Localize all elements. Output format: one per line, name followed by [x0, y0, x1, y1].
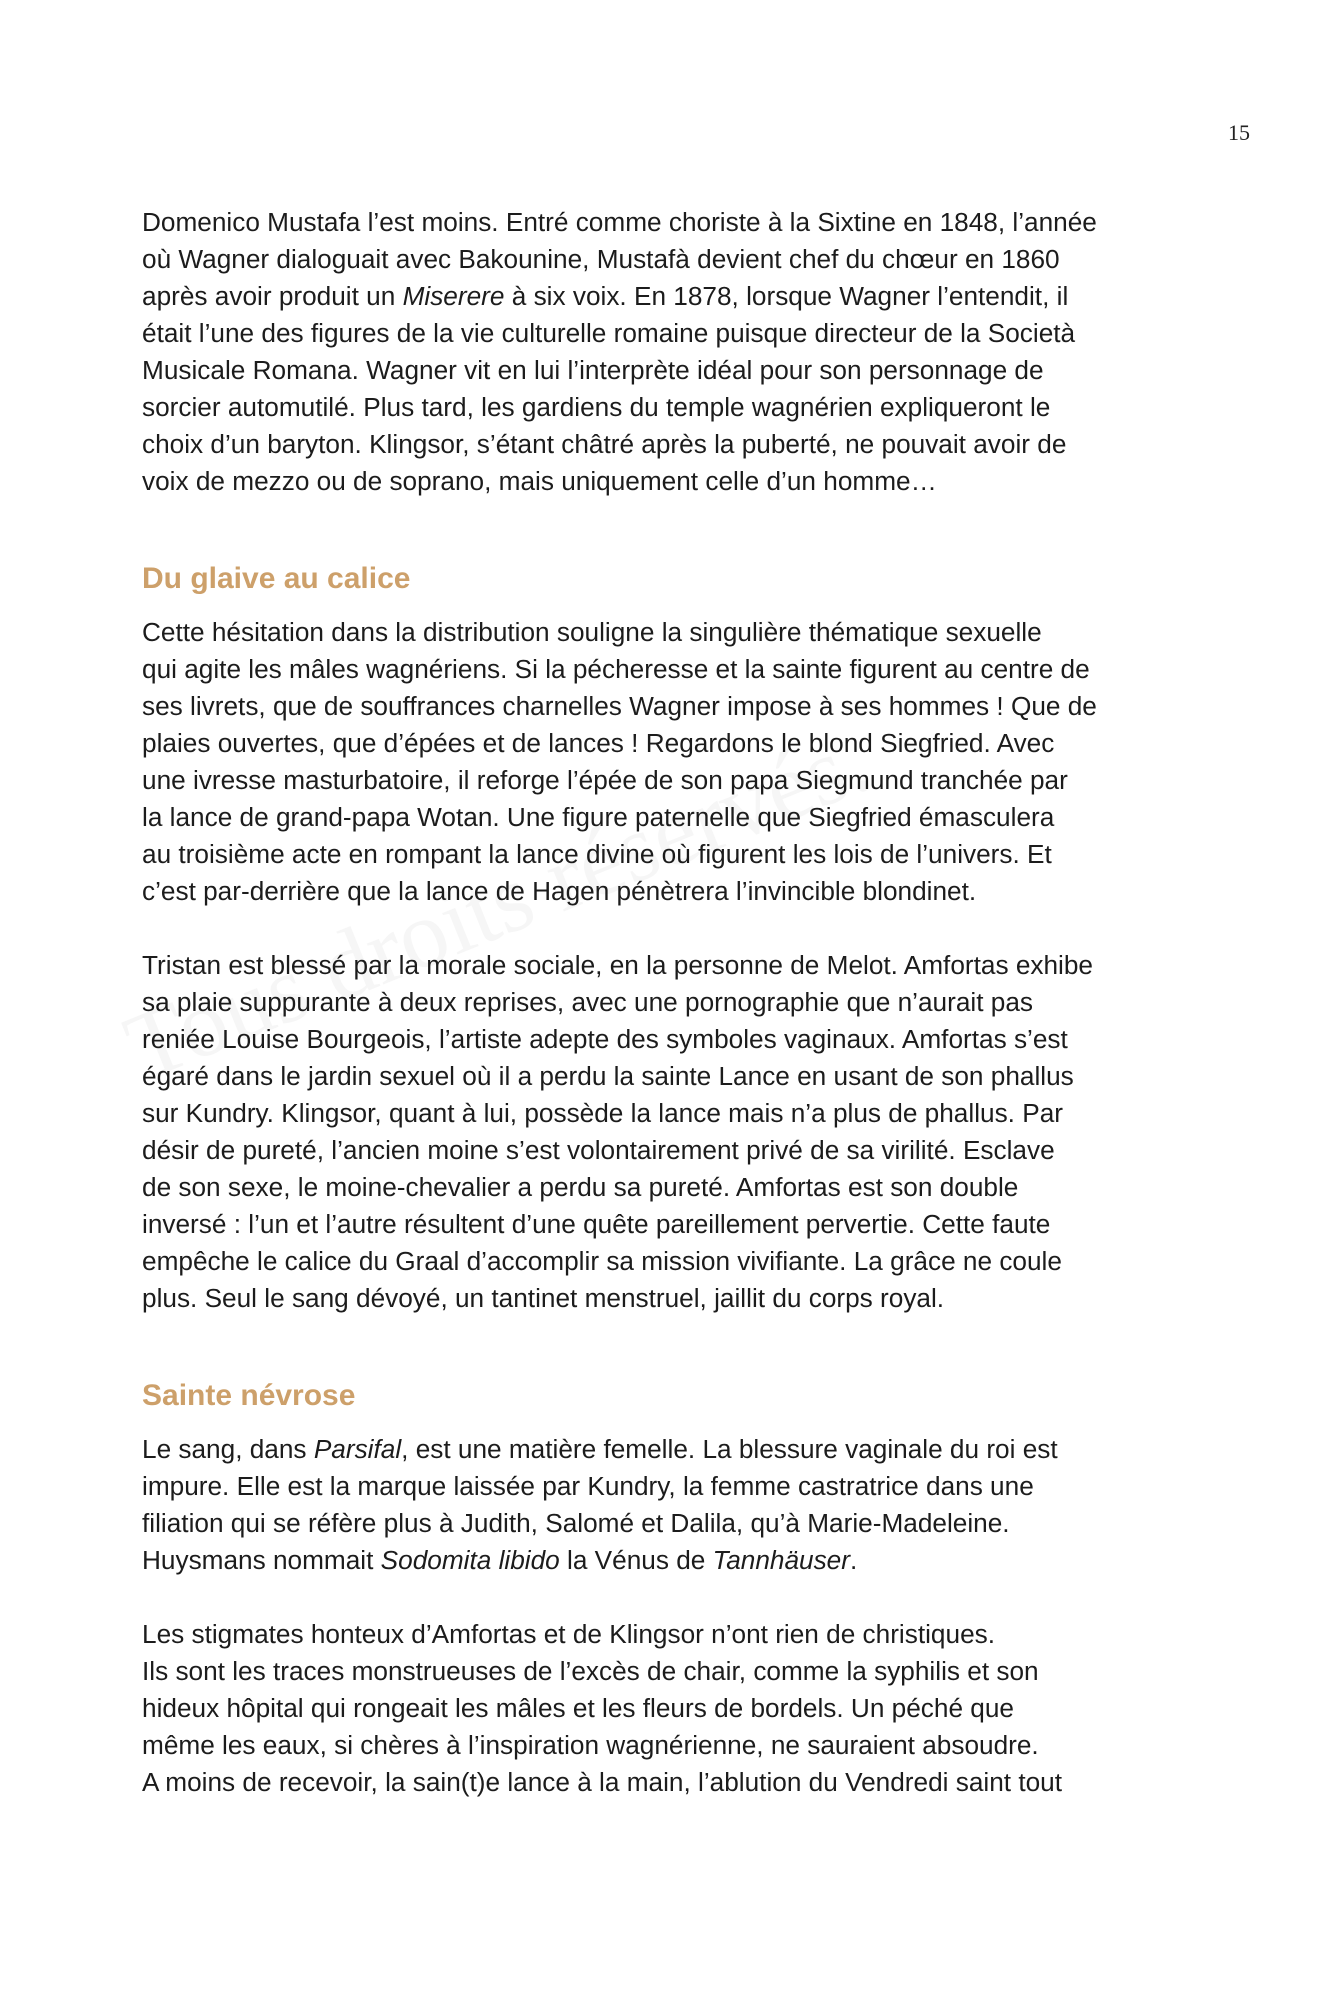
text-run: après avoir produit un [142, 281, 403, 311]
text-run: c’est par-derrière que la lance de Hagen pénètrera l’invincible blondinet. [142, 876, 977, 906]
text-line [142, 1616, 1202, 1653]
text-run: au troisième acte en rompant la lance divine où figurent les lois de l’univers. Et [142, 839, 1052, 869]
text-run: , est une matière femelle. La blessure vaginale du roi est [401, 1434, 1058, 1464]
text-line [142, 1132, 1202, 1169]
text-run: filiation qui se réfère plus à Judith, Salomé et Dalila, qu’à Marie-Madeleine. [142, 1508, 1010, 1538]
text-run: sur Kundry. Klingsor, quant à lui, possède la lance mais n’a plus de phallus. Par [142, 1098, 1063, 1128]
text-run: était l’une des figures de la vie culturelle romaine puisque directeur de la Società [142, 318, 1076, 348]
text-run: de son sexe, le moine-chevalier a perdu sa pureté. Amfortas est son double [142, 1172, 1019, 1202]
text-line [142, 1280, 1202, 1317]
text-run: Musicale Romana. Wagner vit en lui l’interprète idéal pour son personnage de [142, 355, 1044, 385]
text-line [142, 1727, 1202, 1764]
text-line [142, 1206, 1202, 1243]
italic-text: Parsifal [313, 1434, 402, 1464]
paragraph [142, 1431, 1202, 1579]
text-run: Huysmans nommait [142, 1545, 381, 1575]
text-run: une ivresse masturbatoire, il reforge l’épée de son papa Siegmund tranchée par [142, 765, 1068, 795]
text-run: impure. Elle est la marque laissée par Kundry, la femme castratrice dans une [142, 1471, 1034, 1501]
text-line [142, 1542, 1202, 1579]
text-run: inversé : l’un et l’autre résultent d’une quête pareillement pervertie. Cette faute [142, 1209, 1051, 1239]
paragraph [142, 947, 1202, 1317]
text-line [142, 389, 1202, 426]
page-body [142, 204, 1202, 1801]
paragraph [142, 204, 1202, 500]
text-line [142, 651, 1202, 688]
text-run: sa plaie suppurante à deux reprises, avec une pornographie que n’aurait pas [142, 987, 1033, 1017]
text-run: qui agite les mâles wagnériens. Si la pécheresse et la sainte figurent au centre de [142, 654, 1090, 684]
text-run: égaré dans le jardin sexuel où il a perdu la sainte Lance en usant de son phallus [142, 1061, 1074, 1091]
text-run: voix de mezzo ou de soprano, mais uniquement celle d’un homme… [142, 466, 937, 496]
text-run: même les eaux, si chères à l’inspiration wagnérienne, ne sauraient absoudre. [142, 1730, 1039, 1760]
text-run: Cette hésitation dans la distribution souligne la singulière thématique sexuelle [142, 617, 1042, 647]
text-run: empêche le calice du Graal d’accomplir sa mission vivifiante. La grâce ne coule [142, 1246, 1062, 1276]
text-run: Tristan est blessé par la morale sociale, en la personne de Melot. Amfortas exhibe [142, 950, 1093, 980]
text-line [142, 352, 1202, 389]
paragraph [142, 614, 1202, 910]
text-line [142, 725, 1202, 762]
text-line [142, 241, 1202, 278]
paragraph [142, 1616, 1202, 1801]
italic-text: Sodomita libido [380, 1545, 560, 1575]
text-line [142, 1243, 1202, 1280]
text-line [142, 1505, 1202, 1542]
text-run: où Wagner dialoguait avec Bakounine, Mustafà devient chef du chœur en 1860 [142, 244, 1060, 274]
text-line [142, 947, 1202, 984]
italic-text: Miserere [402, 281, 505, 311]
text-line [142, 1764, 1202, 1801]
italic-text: Tannhäuser [712, 1545, 850, 1575]
text-run: . [849, 1545, 858, 1575]
text-line [142, 278, 1202, 315]
text-run: choix d’un baryton. Klingsor, s’étant châtré après la puberté, ne pouvait avoir de [142, 429, 1067, 459]
text-run: sorcier automutilé. Plus tard, les gardiens du temple wagnérien expliqueront le [142, 392, 1051, 422]
text-run: ses livrets, que de souffrances charnelles Wagner impose à ses hommes ! Que de [142, 691, 1097, 721]
text-run: reniée Louise Bourgeois, l’artiste adepte des symboles vaginaux. Amfortas s’est [142, 1024, 1068, 1054]
text-line [142, 315, 1202, 352]
text-run: à six voix. En 1878, lorsque Wagner l’entendit, il [504, 281, 1069, 311]
section-heading: Du glaive au calice [142, 562, 411, 595]
text-line [142, 614, 1202, 651]
text-run: Les stigmates honteux d’Amfortas et de Klingsor n’ont rien de christiques. [142, 1619, 995, 1649]
text-run: plus. Seul le sang dévoyé, un tantinet menstruel, jaillit du corps royal. [142, 1283, 945, 1313]
text-line [142, 762, 1202, 799]
text-line [142, 1021, 1202, 1058]
text-line [142, 799, 1202, 836]
text-run: plaies ouvertes, que d’épées et de lances ! Regardons le blond Siegfried. Avec [142, 728, 1055, 758]
text-run: la Vénus de [559, 1545, 713, 1575]
text-line [142, 204, 1202, 241]
text-line [142, 426, 1202, 463]
text-line [142, 1095, 1202, 1132]
text-run: Ils sont les traces monstrueuses de l’excès de chair, comme la syphilis et son [142, 1656, 1039, 1686]
text-run: A moins de recevoir, la sain(t)e lance à la main, l’ablution du Vendredi saint tout [142, 1767, 1063, 1797]
text-line [142, 1653, 1202, 1690]
section-heading: Sainte névrose [142, 1379, 356, 1412]
text-line [142, 463, 1202, 500]
text-line [142, 984, 1202, 1021]
text-run: désir de pureté, l’ancien moine s’est volontairement privé de sa virilité. Esclave [142, 1135, 1055, 1165]
text-line [142, 688, 1202, 725]
text-line [142, 1690, 1202, 1727]
text-line [142, 1468, 1202, 1505]
text-line [142, 1058, 1202, 1095]
page-number: 15 [1228, 120, 1250, 145]
text-run: Le sang, dans [142, 1434, 314, 1464]
text-line [142, 836, 1202, 873]
text-line [142, 1169, 1202, 1206]
text-run: hideux hôpital qui rongeait les mâles et les fleurs de bordels. Un péché que [142, 1693, 1015, 1723]
text-line [142, 873, 1202, 910]
text-run: la lance de grand-papa Wotan. Une figure paternelle que Siegfried émasculera [142, 802, 1055, 832]
text-run: Domenico Mustafa l’est moins. Entré comme choriste à la Sixtine en 1848, l’année [142, 207, 1097, 237]
text-line [142, 1431, 1202, 1468]
